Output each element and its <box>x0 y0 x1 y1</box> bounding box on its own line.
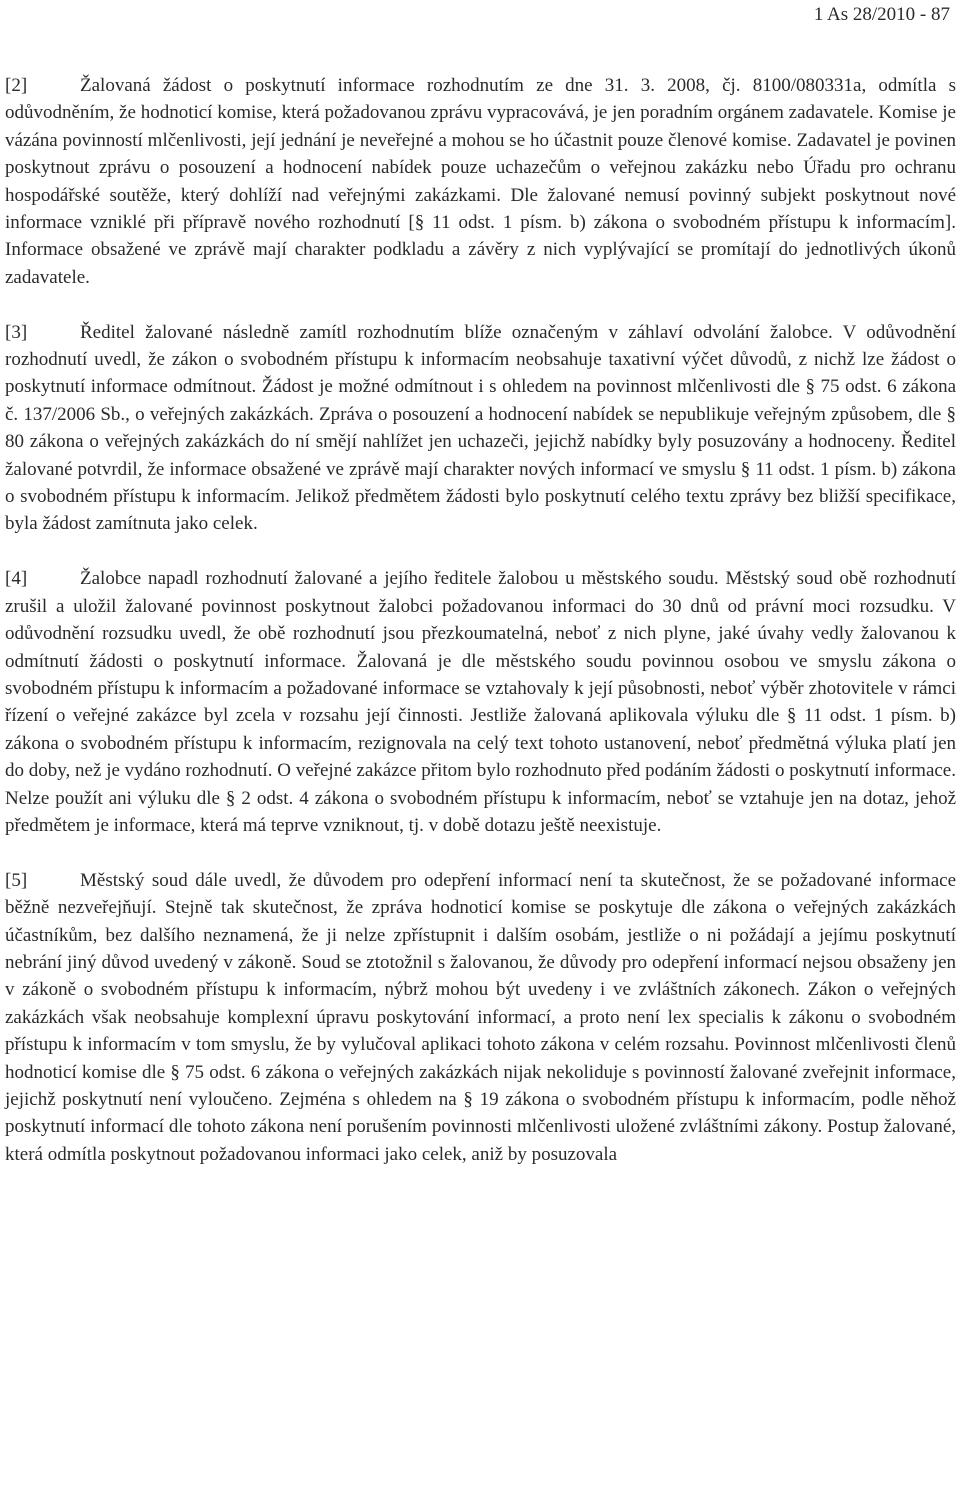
paragraph-5 <box>5 867 956 1168</box>
paragraph-2 <box>5 72 956 291</box>
document-body <box>5 72 956 1168</box>
paragraph-3 <box>5 319 956 538</box>
paragraph-text: Žalobce napadl rozhodnutí žalované a jejího ředitele žalobou u městského soudu. Městský soud obě rozhodnutí zrušil a uložil žalované povinnost poskytnout žalobci požadovanou informaci do 30 dnů od právní moci rozsudku. V odůvodnění rozsudku uvedl, že obě rozhodnutí jsou přezkoumatelná, neboť z nich plyne, jaké úvahy vedly žalovanou k odmítnutí žádosti o poskytnutí informace. Žalovaná je dle městského soudu povinnou osobou ve smyslu zákona o svobodném přístupu k informacím a požadované informace se vztahovaly k její působnosti, neboť výběr zhotovitele v rámci řízení o veřejné zakázce byl zcela v rozsahu její činnosti. Jestliže žalovaná aplikovala výluku dle § 11 odst. 1 písm. b) zákona o svobodném přístupu k informacím, rezignovala na celý text tohoto ustanovení, neboť předmětná výluka platí jen do doby, než je vydáno rozhodnutí. O veřejné zakázce přitom bylo rozhodnuto před podáním žádosti o poskytnutí informace. Nelze použít ani výluku dle § 2 odst. 4 zákona o svobodném přístupu k informacím, neboť se vztahuje jen na dotaz, jehož předmětem je informace, která má teprve vzniknout, tj. v době dotazu ještě neexistuje. <box>5 568 956 836</box>
paragraph-number: [3] <box>5 321 28 343</box>
paragraph-4 <box>5 565 956 839</box>
paragraph-number: [2] <box>5 75 28 96</box>
paragraph-text: Žalovaná žádost o poskytnutí informace rozhodnutím ze dne 31. 3. 2008, čj. 8100/080331a, odmítla s odůvodněním, že hodnoticí komise, která požadovanou zprávu vypracovává, je jen poradním orgánem zadavatele. Komise je vázána povinností mlčenlivosti, její jednání je neveřejné a mohou se ho účastnit pouze členové komise. Zadavatel je povinen poskytnout zprávu o posouzení a hodnocení nabídek pouze uchazečům o veřejnou zakázku nebo Úřadu pro ochranu hospodářské soutěže, který dohlíží nad veřejnými zakázkami. Dle žalované nemusí povinný subjekt poskytnout nové informace vzniklé při přípravě nového rozhodnutí [§ 11 odst. 1 písm. b) zákona o svobodném přístupu k informacím]. Informace obsažené ve zprávě mají charakter podkladu a závěry z nich vyplývající se promítají do jednotlivých úkonů zadavatele. <box>5 75 956 288</box>
paragraph-number: [4] <box>5 568 28 590</box>
paragraph-text: Městský soud dále uvedl, že důvodem pro odepření informací není ta skutečnost, že se požadované informace běžně nezveřejňují. Stejně tak skutečnost, že zpráva hodnoticí komise se poskytuje dle zákona o veřejných zakázkách účastníkům, bez dalšího neznamená, že ji nelze zpřístupnit i dalším osobám, jestliže o ni požádají a jejímu poskytnutí nebrání jiný důvod uvedený v zákoně. Soud se ztotožnil s žalovanou, že důvody pro odepření informací nejsou obsaženy jen v zákoně o svobodném přístupu k informacím, nýbrž mohou být uvedeny i ve zvláštních zákonech. Zákon o veřejných zakázkách však neobsahuje komplexní úpravu poskytování informací, a proto není lex specialis k zákonu o svobodném přístupu k informacím v tom smyslu, že by vylučoval aplikaci tohoto zákona v celém rozsahu. Povinnost mlčenlivosti členů hodnoticí komise dle § 75 odst. 6 zákona o veřejných zakázkách nijak nekoliduje s povinností žalované zveřejnit informace, jejichž poskytnutí není vyloučeno. Zejména s ohledem na § 19 zákona o svobodném přístupu k informacím, podle něhož poskytnutí informací dle tohoto zákona není porušením povinnosti mlčenlivosti uložené zvláštními zákony. Postup žalované, která odmítla poskytnout požadovanou informaci jako celek, aniž by posuzovala <box>5 869 956 1165</box>
paragraph-text: Ředitel žalované následně zamítl rozhodnutím blíže označeným v záhlaví odvolání žalobce. V odůvodnění rozhodnutí uvedl, že zákon o svobodném přístupu k informacím neobsahuje taxativní výčet důvodů, z nichž lze žádost o poskytnutí informace odmítnout. Žádost je možné odmítnout i s ohledem na povinnost mlčenlivosti dle § 75 odst. 6 zákona č. 137/2006 Sb., o veřejných zakázkách. Zpráva o posouzení a hodnocení nabídek se nepublikuje veřejným způsobem, dle § 80 zákona o veřejných zakázkách do ní smějí nahlížet jen uchazeči, jejichž nabídky byly posuzovány a hodnoceny. Ředitel žalované potvrdil, že informace obsažené ve zprávě mají charakter nových informací ve smyslu § 11 odst. 1 písm. b) zákona o svobodném přístupu k informacím. Jelikož předmětem žádosti bylo poskytnutí celého textu zprávy bez bližší specifikace, byla žádost zamítnuta jako celek. <box>5 321 956 535</box>
page-header-case-ref: 1 As 28/2010 - 87 <box>813 4 950 25</box>
paragraph-number: [5] <box>5 869 28 891</box>
